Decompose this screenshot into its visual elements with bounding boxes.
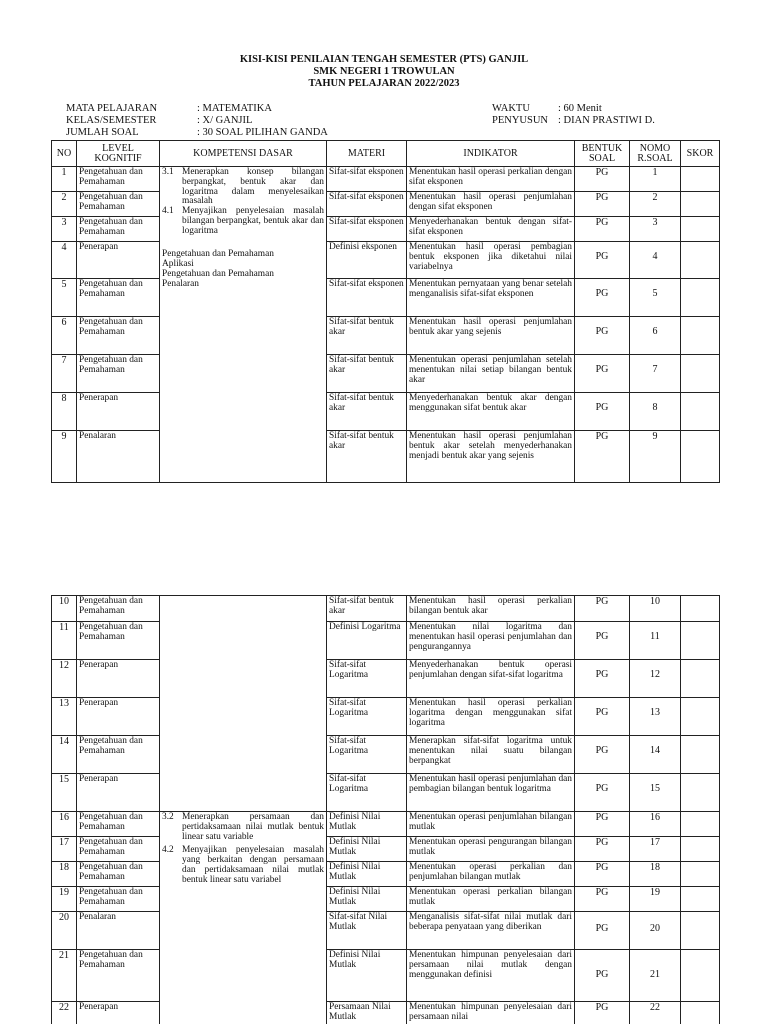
row-indikator: Menentukan operasi penjumlahan setelah menentukan nilai setiap bilangan bentuk akar xyxy=(407,355,575,393)
row-level: Penerapan xyxy=(77,774,160,812)
row-bentuk: PG xyxy=(575,393,630,431)
row-skor xyxy=(681,167,720,192)
row-bentuk: PG xyxy=(575,217,630,242)
kd-3-2-number: 3.2 xyxy=(162,812,174,822)
row-level: Pengetahuan dan Pemahaman xyxy=(77,596,160,622)
row-bentuk: PG xyxy=(575,812,630,837)
kd-3-1 xyxy=(162,168,324,207)
row-indikator: Menganalisis sifat-sifat nilai mutlak dari beberapa penyataan yang diberikan xyxy=(407,912,575,950)
row-materi: Sifat-sifat Nilai Mutlak xyxy=(327,912,407,950)
row-indikator: Menentukan hasil operasi penjumlahan dan pembagian bilangan bentuk logaritma xyxy=(407,774,575,812)
kd-3-2 xyxy=(162,813,324,842)
row-nomor: 10 xyxy=(630,596,681,622)
table-row xyxy=(52,192,720,217)
row-bentuk: PG xyxy=(575,596,630,622)
kd-cell-block-2 xyxy=(160,812,327,1024)
row-nomor: 1 xyxy=(630,167,681,192)
row-level: Pengetahuan dan Pemahaman xyxy=(77,622,160,660)
row-nomor: 4 xyxy=(630,242,681,279)
table-row xyxy=(52,393,720,431)
kd-note: Pengetahuan dan Pemahaman xyxy=(162,248,274,259)
row-skor xyxy=(681,242,720,279)
penyusun-value: : DIAN PRASTIWI D. xyxy=(558,115,655,126)
row-skor xyxy=(681,887,720,912)
col-header-level: LEVEL KOGNITIF xyxy=(77,141,160,167)
kd-4-1-text: Menyajikan penyelesaian masalah bilangan berpangkat, bentuk akar dan logaritma xyxy=(182,206,324,236)
penyusun-label: PENYUSUN xyxy=(492,115,549,126)
table-row xyxy=(52,242,720,279)
row-level: Penerapan xyxy=(77,393,160,431)
row-no: 1 xyxy=(52,167,77,192)
row-no: 3 xyxy=(52,217,77,242)
row-indikator: Menentukan himpunan penyelesaian dari persamaan nilai mutlak dengan menggunakan definisi xyxy=(407,950,575,1002)
table-header-row xyxy=(52,141,720,167)
mapel-label: MATA PELAJARAN xyxy=(66,103,158,114)
row-skor xyxy=(681,736,720,774)
table-row xyxy=(52,431,720,483)
row-indikator: Menentukan hasil operasi penjumlahan bentuk akar yang sejenis xyxy=(407,317,575,355)
row-nomor: 14 xyxy=(630,736,681,774)
col-header-bentuk: BENTUK SOAL xyxy=(575,141,630,167)
row-no: 15 xyxy=(52,774,77,812)
row-materi: Sifat-sifat Logaritma xyxy=(327,774,407,812)
row-indikator: Menentukan hasil operasi penjumlahan bentuk akar setelah menyederhanakan menjadi bentuk akar yang sejenis xyxy=(407,431,575,483)
row-indikator: Menyederhanakan bentuk operasi penjumlahan dengan sifat-sifat logaritma xyxy=(407,660,575,698)
row-skor xyxy=(681,217,720,242)
row-materi: Sifat-sifat Logaritma xyxy=(327,736,407,774)
table-row xyxy=(52,660,720,698)
row-bentuk: PG xyxy=(575,736,630,774)
row-no: 21 xyxy=(52,950,77,1002)
row-skor xyxy=(681,279,720,317)
table-row xyxy=(52,912,720,950)
row-nomor: 15 xyxy=(630,774,681,812)
row-materi: Sifat-sifat bentuk akar xyxy=(327,355,407,393)
row-bentuk: PG xyxy=(575,1002,630,1024)
row-level: Pengetahuan dan Pemahaman xyxy=(77,812,160,837)
row-skor xyxy=(681,950,720,1002)
table-row xyxy=(52,887,720,912)
row-level: Pengetahuan dan Pemahaman xyxy=(77,887,160,912)
row-bentuk: PG xyxy=(575,698,630,736)
row-skor xyxy=(681,596,720,622)
row-no: 17 xyxy=(52,837,77,862)
row-nomor: 18 xyxy=(630,862,681,887)
row-indikator: Menentukan himpunan penyelesaian dari persamaan nilai xyxy=(407,1002,575,1024)
mapel-value: : MATEMATIKA xyxy=(197,103,272,114)
row-level: Pengetahuan dan Pemahaman xyxy=(77,862,160,887)
row-indikator: Menentukan operasi penjumlahan bilangan mutlak xyxy=(407,812,575,837)
kisi-table-part-1 xyxy=(51,140,720,483)
row-nomor: 21 xyxy=(630,950,681,1002)
row-no: 12 xyxy=(52,660,77,698)
row-level: Penalaran xyxy=(77,431,160,483)
row-materi: Sifat-sifat bentuk akar xyxy=(327,317,407,355)
row-materi: Definisi Nilai Mutlak xyxy=(327,862,407,887)
row-materi: Definisi Nilai Mutlak xyxy=(327,950,407,1002)
col-header-no: NO xyxy=(52,141,77,167)
row-skor xyxy=(681,317,720,355)
row-no: 2 xyxy=(52,192,77,217)
row-indikator: Menentukan pernyataan yang benar setelah menganalisis sifat-sifat eksponen xyxy=(407,279,575,317)
waktu-label: WAKTU xyxy=(492,103,530,114)
row-bentuk: PG xyxy=(575,355,630,393)
row-no: 5 xyxy=(52,279,77,317)
table-row xyxy=(52,698,720,736)
col-header-indikator: INDIKATOR xyxy=(407,141,575,167)
row-nomor: 16 xyxy=(630,812,681,837)
row-no: 4 xyxy=(52,242,77,279)
row-materi: Sifat-sifat eksponen xyxy=(327,167,407,192)
table-row xyxy=(52,355,720,393)
table-row xyxy=(52,596,720,622)
row-bentuk: PG xyxy=(575,950,630,1002)
row-indikator: Menentukan operasi perkalian bilangan mutlak xyxy=(407,887,575,912)
row-level: Penalaran xyxy=(77,912,160,950)
row-materi: Sifat-sifat Logaritma xyxy=(327,698,407,736)
row-materi: Sifat-sifat bentuk akar xyxy=(327,393,407,431)
row-skor xyxy=(681,393,720,431)
kd-notes xyxy=(162,249,324,289)
row-level: Pengetahuan dan Pemahaman xyxy=(77,736,160,774)
row-skor xyxy=(681,660,720,698)
row-no: 6 xyxy=(52,317,77,355)
row-bentuk: PG xyxy=(575,192,630,217)
row-nomor: 13 xyxy=(630,698,681,736)
table-row xyxy=(52,279,720,317)
row-materi: Definisi eksponen xyxy=(327,242,407,279)
row-no: 18 xyxy=(52,862,77,887)
table-row xyxy=(52,167,720,192)
kd-4-2-number: 4.2 xyxy=(162,845,174,856)
row-indikator: Menentukan operasi perkalian dan penjumlahan bilangan mutlak xyxy=(407,862,575,887)
row-no: 11 xyxy=(52,622,77,660)
row-level: Pengetahuan dan Pemahaman xyxy=(77,950,160,1002)
row-materi: Sifat-sifat eksponen xyxy=(327,192,407,217)
row-level: Pengetahuan dan Pemahaman xyxy=(77,217,160,242)
row-indikator: Menentukan hasil operasi penjumlahan dengan sifat eksponen xyxy=(407,192,575,217)
row-no: 9 xyxy=(52,431,77,483)
row-nomor: 2 xyxy=(630,192,681,217)
kd-note: Aplikasi xyxy=(162,258,194,269)
academic-year: TAHUN PELAJARAN 2022/2023 xyxy=(308,78,460,89)
row-bentuk: PG xyxy=(575,242,630,279)
row-materi: Sifat-sifat eksponen xyxy=(327,279,407,317)
table-row xyxy=(52,736,720,774)
row-no: 13 xyxy=(52,698,77,736)
col-header-materi: MATERI xyxy=(327,141,407,167)
row-nomor: 8 xyxy=(630,393,681,431)
row-bentuk: PG xyxy=(575,862,630,887)
row-materi: Definisi Logaritma xyxy=(327,622,407,660)
table-row xyxy=(52,1002,720,1024)
row-bentuk: PG xyxy=(575,167,630,192)
row-skor xyxy=(681,1002,720,1024)
table-row xyxy=(52,622,720,660)
kd-note: Pengetahuan dan Pemahaman xyxy=(162,268,274,279)
row-skor xyxy=(681,812,720,837)
row-no: 7 xyxy=(52,355,77,393)
row-materi: Definisi Nilai Mutlak xyxy=(327,812,407,837)
table-row xyxy=(52,862,720,887)
row-nomor: 7 xyxy=(630,355,681,393)
kd-cell-block-1 xyxy=(160,167,327,483)
table-row xyxy=(52,774,720,812)
row-materi: Persamaan Nilai Mutlak xyxy=(327,1002,407,1024)
row-indikator: Menyederhanakan bentuk akar dengan menggunakan sifat bentuk akar xyxy=(407,393,575,431)
row-skor xyxy=(681,698,720,736)
row-materi: Definisi Nilai Mutlak xyxy=(327,837,407,862)
kisi-table-part-2 xyxy=(51,595,720,1024)
row-bentuk: PG xyxy=(575,887,630,912)
kd-4-2 xyxy=(162,846,324,885)
table-row xyxy=(52,812,720,837)
row-indikator: Menentukan nilai logaritma dan menentukan hasil operasi penjumlahan dan pengurangannya xyxy=(407,622,575,660)
row-level: Penerapan xyxy=(77,242,160,279)
col-header-skor: SKOR xyxy=(681,141,720,167)
jumlah-label: JUMLAH SOAL xyxy=(66,127,139,138)
kelas-label: KELAS/SEMESTER xyxy=(66,115,157,126)
kd-note: Penalaran xyxy=(162,278,199,289)
row-level: Pengetahuan dan Pemahaman xyxy=(77,355,160,393)
kelas-value: : X/ GANJIL xyxy=(197,115,253,126)
kd-4-2-text: Menyajikan penyelesaian masalah yang berkaitan dengan persamaan dan pertidaksamaan nilai mutlak bentuk linear satu variabel xyxy=(182,845,324,885)
kd-3-1-text: Menerapkan konsep bilangan berpangkat, bentuk akar dan logaritma dalam menyelesaikan masalah xyxy=(182,167,324,207)
col-header-kd: KOMPETENSI DASAR xyxy=(160,141,327,167)
row-materi: Definisi Nilai Mutlak xyxy=(327,887,407,912)
row-nomor: 11 xyxy=(630,622,681,660)
row-level: Pengetahuan dan Pemahaman xyxy=(77,279,160,317)
row-nomor: 17 xyxy=(630,837,681,862)
row-bentuk: PG xyxy=(575,431,630,483)
row-no: 10 xyxy=(52,596,77,622)
row-level: Pengetahuan dan Pemahaman xyxy=(77,192,160,217)
row-bentuk: PG xyxy=(575,622,630,660)
row-bentuk: PG xyxy=(575,279,630,317)
kd-3-1-number: 3.1 xyxy=(162,167,174,177)
row-no: 20 xyxy=(52,912,77,950)
row-nomor: 3 xyxy=(630,217,681,242)
row-indikator: Menyederhanakan bentuk dengan sifat-sifat eksponen xyxy=(407,217,575,242)
row-indikator: Menerapkan sifat-sifat logaritma untuk menentukan nilai suatu bilangan berpangkat xyxy=(407,736,575,774)
row-nomor: 9 xyxy=(630,431,681,483)
row-indikator: Menentukan hasil operasi perkalian dengan sifat eksponen xyxy=(407,167,575,192)
row-skor xyxy=(681,355,720,393)
row-level: Penerapan xyxy=(77,660,160,698)
row-no: 22 xyxy=(52,1002,77,1024)
kd-4-1 xyxy=(162,207,324,236)
row-skor xyxy=(681,837,720,862)
row-bentuk: PG xyxy=(575,912,630,950)
row-skor xyxy=(681,774,720,812)
row-no: 8 xyxy=(52,393,77,431)
row-nomor: 5 xyxy=(630,279,681,317)
row-level: Pengetahuan dan Pemahaman xyxy=(77,167,160,192)
col-header-nomor: NOMO R.SOAL xyxy=(630,141,681,167)
row-nomor: 6 xyxy=(630,317,681,355)
row-indikator: Menentukan hasil operasi perkalian bilangan bentuk akar xyxy=(407,596,575,622)
table-row xyxy=(52,317,720,355)
jumlah-value: : 30 SOAL PILIHAN GANDA xyxy=(197,127,328,138)
row-materi: Sifat-sifat bentuk akar xyxy=(327,596,407,622)
row-bentuk: PG xyxy=(575,774,630,812)
kd-3-2-text: Menerapkan persamaan dan pertidaksamaan nilai mutlak bentuk linear satu variable xyxy=(182,812,324,842)
row-bentuk: PG xyxy=(575,837,630,862)
row-indikator: Menentukan operasi pengurangan bilangan mutlak xyxy=(407,837,575,862)
doc-title: KISI-KISI PENILAIAN TENGAH SEMESTER (PTS) GANJIL xyxy=(239,54,529,65)
row-nomor: 19 xyxy=(630,887,681,912)
row-skor xyxy=(681,862,720,887)
kd-cell-empty xyxy=(160,596,327,812)
table-row xyxy=(52,837,720,862)
row-nomor: 22 xyxy=(630,1002,681,1024)
row-bentuk: PG xyxy=(575,660,630,698)
row-no: 14 xyxy=(52,736,77,774)
row-skor xyxy=(681,192,720,217)
row-nomor: 20 xyxy=(630,912,681,950)
school-name: SMK NEGERI 1 TROWULAN xyxy=(313,66,455,77)
row-indikator: Menentukan hasil operasi perkalian logaritma dengan menggunakan sifat logaritma xyxy=(407,698,575,736)
table-row xyxy=(52,950,720,1002)
row-materi: Sifat-sifat bentuk akar xyxy=(327,431,407,483)
row-level: Penerapan xyxy=(77,1002,160,1024)
row-skor xyxy=(681,912,720,950)
row-materi: Sifat-sifat Logaritma xyxy=(327,660,407,698)
row-no: 19 xyxy=(52,887,77,912)
row-nomor: 12 xyxy=(630,660,681,698)
row-skor xyxy=(681,622,720,660)
row-level: Pengetahuan dan Pemahaman xyxy=(77,837,160,862)
row-level: Pengetahuan dan Pemahaman xyxy=(77,317,160,355)
kd-4-1-number: 4.1 xyxy=(162,206,174,217)
row-no: 16 xyxy=(52,812,77,837)
row-materi: Sifat-sifat eksponen xyxy=(327,217,407,242)
row-bentuk: PG xyxy=(575,317,630,355)
row-skor xyxy=(681,431,720,483)
row-indikator: Menentukan hasil operasi pembagian bentuk eksponen jika diketahui nilai variabelnya xyxy=(407,242,575,279)
waktu-value: : 60 Menit xyxy=(558,103,602,114)
table-row xyxy=(52,217,720,242)
row-level: Penerapan xyxy=(77,698,160,736)
